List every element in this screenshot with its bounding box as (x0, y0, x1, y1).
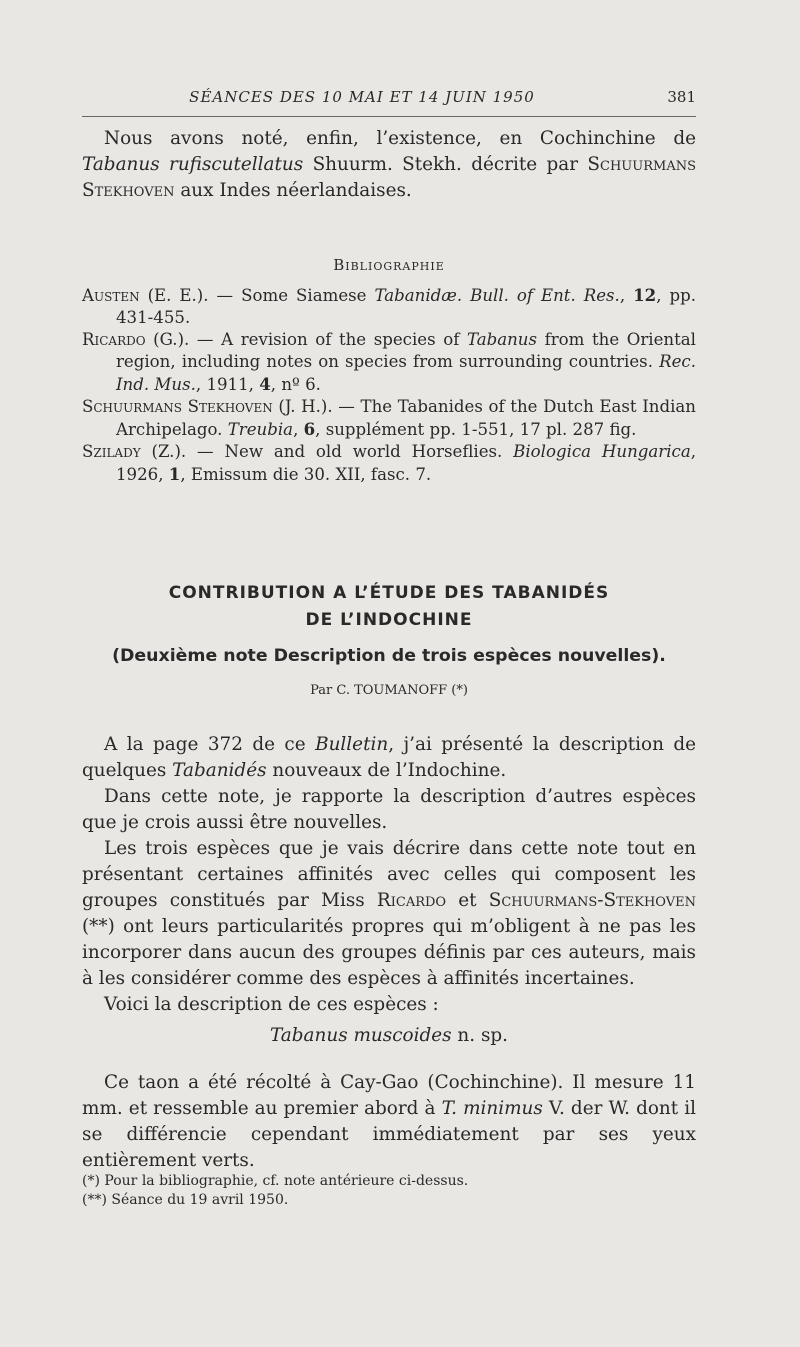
bib-journal: Biologica Hungarica (513, 442, 691, 461)
bib-entry (82, 441, 696, 486)
running-title: SÉANCES DES 10 MAI ET 14 JUIN 1950 (189, 88, 535, 106)
body-author: Ricardo (376, 890, 447, 911)
bib-text: from the Oriental region, including notes on species from surrounding countries. (116, 330, 696, 371)
bib-volume: 4 (259, 374, 271, 394)
bib-journal: Tabanidæ. Bull. of Ent. Res. (374, 286, 620, 305)
bib-text: , (293, 420, 304, 439)
page-number: 381 (667, 88, 696, 106)
header-rule (82, 116, 696, 117)
intro-text-b: Shuurm. Stekh. décrite par (303, 154, 588, 175)
body-text: A la page 372 de ce (104, 734, 316, 755)
body-paragraph: Voici la description de ces espèces : (104, 994, 439, 1015)
bib-journal: Treubia (227, 420, 294, 439)
bib-text: , nº 6. (270, 375, 321, 394)
bibliography-list (82, 284, 696, 486)
body-text: et (446, 890, 489, 911)
intro-text-a: Nous avons noté, enfin, l’existence, en Cochinchine de (104, 128, 696, 149)
body-paragraph: Dans cette note, je rapporte la description d’autres espèces que je crois aussi être nouvelles. (82, 786, 696, 833)
intro-authors: Schuurmans Stekhoven (82, 154, 696, 201)
body-paragraph (82, 732, 696, 784)
bib-volume: 6 (303, 419, 316, 439)
bib-entry (82, 284, 696, 329)
intro-species: Tabanus rufiscutellatus (82, 154, 304, 175)
article-title (82, 580, 696, 634)
bib-volume: 12 (633, 285, 657, 305)
body-author: Schuurmans-Stekhoven (488, 890, 696, 911)
bib-text: , supplément pp. 1-551, 17 pl. 287 fig. (315, 420, 637, 439)
intro-text-c: aux Indes néerlandaises. (174, 180, 412, 201)
article-byline: Par C. TOUMANOFF (*) (310, 683, 468, 698)
bibliography-heading: Bibliographie (333, 256, 445, 274)
bib-text: (Z.). — New and old world Horseflies. (140, 442, 514, 461)
article-title-line2: DE L’INDOCHINE (305, 610, 473, 630)
bib-text: (E. E.). — Some Siamese (139, 286, 375, 305)
body-paragraph (82, 836, 696, 992)
footnotes (82, 1172, 696, 1210)
footnote-2: (**) Séance du 19 avril 1950. (82, 1192, 289, 1208)
bib-text: (G.). — A revision of the species of (145, 330, 467, 349)
bib-journal: Rec. Ind. Mus. (116, 352, 696, 394)
body-italic: Tabanidés (172, 760, 267, 781)
body-text: , j’ai présenté la description de quelques (82, 734, 696, 781)
bib-genus: Tabanus (466, 330, 538, 349)
body-text: V. der W. dont il se différencie cependant immédiatement par ses yeux entièrement verts. (82, 1098, 696, 1171)
bib-text: , (619, 286, 634, 305)
body-text: Ce taon a été récolté à Cay-Gao (Cochinchine). Il mesure 11 mm. et ressemble au premier abord à (82, 1072, 696, 1119)
body-italic: Bulletin (315, 734, 389, 755)
bib-text: , 1926, (116, 442, 696, 484)
page-header (82, 88, 696, 112)
species-heading (82, 1025, 696, 1046)
body-text: (**) ont leurs particularités propres qui m’obligent à ne pas les incorporer dans aucun des groupes définis par ces auteurs, mais à les considérer comme des espèces à affinités incertaines. (82, 916, 696, 989)
bib-text: (J. H.). — The Tabanides of the Dutch East Indian Archipelago. (116, 397, 696, 439)
bib-author: Schuurmans Stekhoven (82, 397, 273, 416)
bib-text: , 1911, (195, 375, 260, 394)
bib-text: , Emissum die 30. XII, fasc. 7. (180, 465, 432, 484)
body-text: nouveaux de l’Indochine. (266, 760, 507, 781)
species-name: Tabanus muscoides (269, 1025, 452, 1046)
footnote-1: (*) Pour la bibliographie, cf. note antérieure ci-dessus. (82, 1173, 469, 1189)
intro-paragraph (82, 126, 696, 204)
article-body (82, 732, 696, 1018)
bib-author: Szilady (82, 442, 141, 461)
bib-author: Ricardo (82, 330, 146, 349)
species-suffix: n. sp. (451, 1025, 509, 1046)
article-title-line1: CONTRIBUTION A L’ÉTUDE DES TABANIDÉS (168, 583, 610, 603)
bib-entry (82, 329, 696, 396)
body-text: Les trois espèces que je vais décrire dans cette note tout en présentant certaines affinités avec celles qui composent les groupes constitués par Miss (82, 838, 696, 911)
body-italic: T. minimus (441, 1098, 543, 1119)
bib-volume: 1 (168, 464, 181, 484)
article-subtitle: (Deuxième note Description de trois espèces nouvelles). (112, 646, 666, 666)
bib-entry (82, 396, 696, 441)
bib-author: Austen (82, 286, 140, 305)
bib-text: , pp. 431-455. (116, 286, 696, 327)
species-description (82, 1070, 696, 1174)
